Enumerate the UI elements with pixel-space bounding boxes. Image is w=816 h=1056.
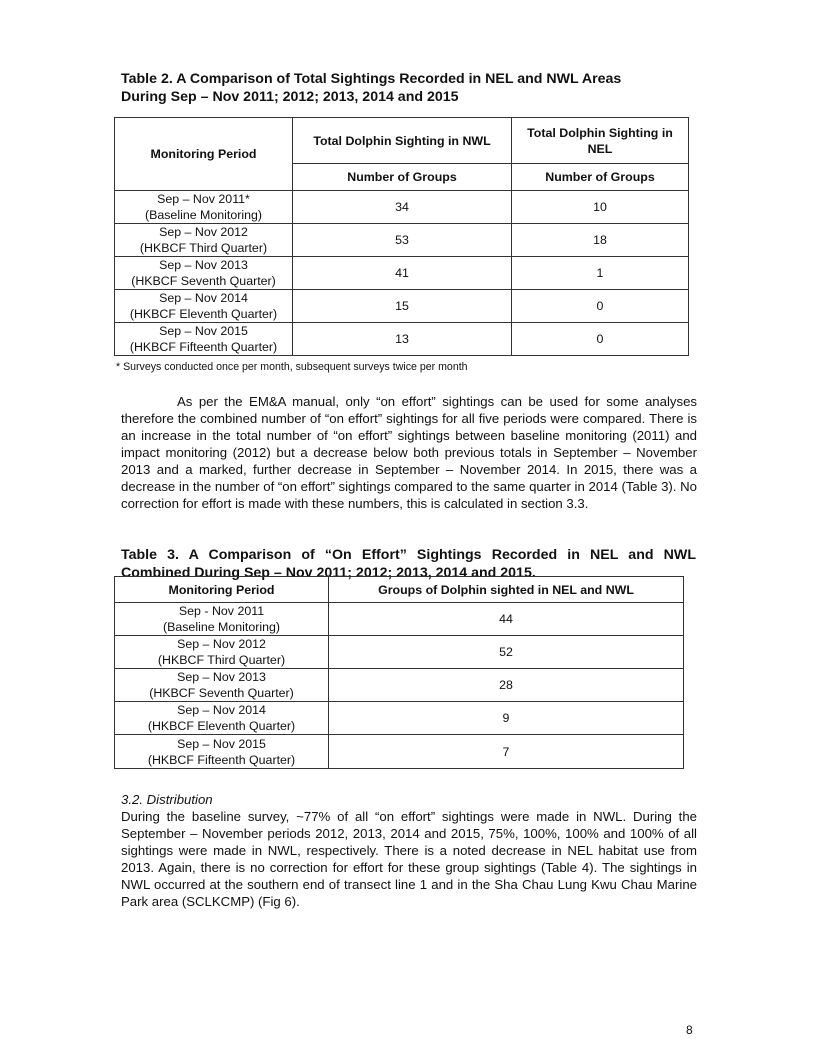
period-sublabel: (HKBCF Eleventh Quarter) [129, 307, 278, 321]
table3-caption-line1: Table 3. A Comparison of “On Effort” Sightings Recorded in NEL and NWL [121, 547, 696, 563]
table3-header-period: Monitoring Period [115, 577, 329, 603]
period-sublabel: (HKBCF Seventh Quarter) [131, 274, 276, 288]
table2-period-cell [115, 224, 293, 257]
period-label: Sep – Nov 2011* [157, 192, 250, 206]
table2-subheader-nel: Number of Groups [512, 164, 689, 191]
table3-groups-value: 7 [329, 735, 684, 769]
table-row [115, 323, 689, 356]
table2-header-period: Monitoring Period [115, 118, 293, 191]
body-paragraph-distribution: During the baseline survey, ~77% of all “on effort” sightings were made in NWL. During the September – November periods 2012, 2013, 2014 and 2015, 75%, 100%, 100% and 100% of all sightings were made in NWL, respectively. There is a noted decrease in NEL habitat use from 2013. Again, there is no correction for effort for these group sightings (Table 4). The sightings in NWL occurred at the southern end of transect line 1 and in the Sha Chau Lung Kwu Chau Marine Park area (SCLKCMP) (Fig 6). [121, 809, 697, 909]
section-heading-distribution: 3.2. Distribution [121, 792, 213, 807]
table2-subheader-nwl: Number of Groups [293, 164, 512, 191]
period-sublabel: (Baseline Monitoring) [162, 620, 281, 634]
period-label: Sep – Nov 2014 [177, 703, 266, 717]
table2-header-nwl: Total Dolphin Sighting in NWL [293, 118, 512, 164]
period-label: Sep - Nov 2011 [178, 604, 265, 618]
table3-groups-value: 44 [329, 603, 684, 636]
table2-caption-line2: During Sep – Nov 2011; 2012; 2013, 2014 and 2015 [121, 89, 459, 105]
table-row [115, 735, 684, 769]
table2-nwl-value: 34 [293, 191, 512, 224]
table2 [114, 117, 689, 356]
table2-nwl-value: 53 [293, 224, 512, 257]
table-row [115, 636, 684, 669]
table-row [115, 290, 689, 323]
period-label: Sep – Nov 2015 [159, 324, 248, 338]
table-row [115, 669, 684, 702]
table2-nwl-value: 15 [293, 290, 512, 323]
table-row [115, 603, 684, 636]
table-row [115, 191, 689, 224]
page-number: 8 [686, 1023, 693, 1037]
table3-groups-value: 9 [329, 702, 684, 735]
period-sublabel: (HKBCF Fifteenth Quarter) [129, 340, 278, 354]
table3-period-cell [115, 702, 329, 735]
period-sublabel: (HKBCF Eleventh Quarter) [147, 719, 296, 733]
table2-nel-value: 18 [512, 224, 689, 257]
table3-period-cell [115, 669, 329, 702]
table3-caption-line2: Combined During Sep – Nov 2011; 2012; 2013, 2014 and 2015. [121, 565, 536, 581]
table3-groups-value: 52 [329, 636, 684, 669]
table3-period-cell [115, 603, 329, 636]
table-row [115, 702, 684, 735]
table2-header-nel: Total Dolphin Sighting in NEL [512, 118, 689, 164]
table2-nel-value: 10 [512, 191, 689, 224]
table-row [115, 224, 689, 257]
period-sublabel: (HKBCF Third Quarter) [139, 241, 268, 255]
table2-nwl-value: 41 [293, 257, 512, 290]
table2-period-cell [115, 257, 293, 290]
table2-nwl-value: 13 [293, 323, 512, 356]
table2-nel-value: 0 [512, 323, 689, 356]
period-label: Sep – Nov 2012 [177, 637, 266, 651]
period-label: Sep – Nov 2013 [177, 670, 266, 684]
table2-nel-value: 0 [512, 290, 689, 323]
table3-header-groups: Groups of Dolphin sighted in NEL and NWL [329, 577, 684, 603]
period-sublabel: (HKBCF Seventh Quarter) [149, 686, 294, 700]
table2-period-cell [115, 191, 293, 224]
table3-period-cell [115, 735, 329, 769]
table2-caption [121, 70, 706, 106]
period-label: Sep – Nov 2012 [159, 225, 248, 239]
period-label: Sep – Nov 2013 [159, 258, 248, 272]
period-label: Sep – Nov 2015 [177, 736, 266, 751]
table3-period-cell [115, 636, 329, 669]
table-row [115, 257, 689, 290]
table3-groups-value: 28 [329, 669, 684, 702]
period-sublabel: (HKBCF Fifteenth Quarter) [147, 752, 296, 767]
period-label: Sep – Nov 2014 [159, 291, 248, 305]
period-sublabel: (HKBCF Third Quarter) [157, 653, 286, 667]
table2-period-cell [115, 323, 293, 356]
body-paragraph-effort: As per the EM&A manual, only “on effort” sightings can be used for some analyses therefore the combined number of “on effort” sightings for all five periods were compared. There is an increase in the total number of “on effort” sightings between baseline monitoring (2011) and impact monitoring (2012) but a decrease below both previous totals in September – November 2013 and a marked, further decrease in September – November 2014. In 2015, there was a decrease in the number of “on effort” sightings compared to the same quarter in 2014 (Table 3). No correction for effort is made with these numbers, this is calculated in section 3.3. [121, 394, 697, 511]
table3 [114, 576, 684, 769]
period-sublabel: (Baseline Monitoring) [144, 208, 263, 222]
table2-nel-value: 1 [512, 257, 689, 290]
table2-footnote: * Surveys conducted once per month, subsequent surveys twice per month [116, 361, 468, 373]
table2-period-cell [115, 290, 293, 323]
table2-caption-line1: Table 2. A Comparison of Total Sightings Recorded in NEL and NWL Areas [121, 71, 622, 87]
